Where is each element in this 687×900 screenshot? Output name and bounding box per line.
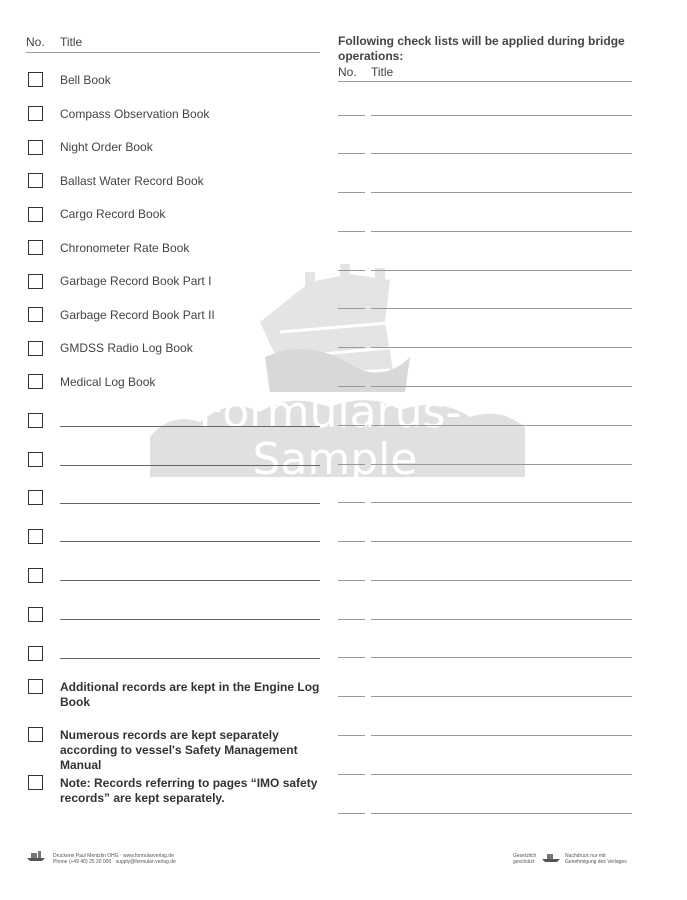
right-no-line[interactable] [338, 502, 365, 503]
checkbox[interactable] [28, 274, 43, 289]
right-no-line[interactable] [338, 231, 365, 232]
right-no-line[interactable] [338, 386, 365, 387]
right-title-line[interactable] [371, 231, 632, 232]
right-title-line[interactable] [371, 774, 632, 775]
right-title-line[interactable] [371, 347, 632, 348]
item-title: Compass Observation Book [60, 107, 210, 121]
right-title-line[interactable] [371, 502, 632, 503]
right-col-no-header: No. [338, 65, 357, 79]
footer-reprint-line2: Genehmigung des Verlages [565, 859, 627, 865]
right-no-line[interactable] [338, 541, 365, 542]
checkbox[interactable] [28, 207, 43, 222]
right-title-line[interactable] [371, 425, 632, 426]
right-no-line[interactable] [338, 308, 365, 309]
right-header-rule [338, 81, 632, 82]
item-title: Cargo Record Book [60, 207, 166, 221]
checkbox[interactable] [28, 341, 43, 356]
left-col-title-header: Title [60, 35, 83, 49]
item-title: GMDSS Radio Log Book [60, 341, 193, 355]
blank-entry-line[interactable] [60, 541, 320, 542]
right-no-line[interactable] [338, 425, 365, 426]
checkbox[interactable] [28, 374, 43, 389]
right-no-line[interactable] [338, 347, 365, 348]
right-title-line[interactable] [371, 813, 632, 814]
checkbox[interactable] [28, 646, 43, 661]
blank-entry-line[interactable] [60, 465, 320, 466]
item-title: Garbage Record Book Part II [60, 308, 215, 322]
right-title-line[interactable] [371, 192, 632, 193]
note-engine-log: Additional records are kept in the Engine Log Book [60, 680, 320, 709]
footer-protected-label1: Gesetzlich [513, 853, 537, 859]
checkbox[interactable] [28, 727, 43, 742]
right-title-line[interactable] [371, 464, 632, 465]
right-no-line[interactable] [338, 657, 365, 658]
right-no-line[interactable] [338, 192, 365, 193]
right-no-line[interactable] [338, 735, 365, 736]
checkbox[interactable] [28, 413, 43, 428]
right-title-line[interactable] [371, 735, 632, 736]
checkbox[interactable] [28, 529, 43, 544]
right-no-line[interactable] [338, 270, 365, 271]
blank-entry-line[interactable] [60, 426, 320, 427]
note-safety-management: Numerous records are kept separately according to vessel's Safety Management Manual [60, 728, 298, 772]
blank-entry-line[interactable] [60, 658, 320, 659]
item-title: Night Order Book [60, 140, 153, 154]
checkbox[interactable] [28, 307, 43, 322]
footer-publisher-line1: Druckerei Paul Mentzlin OHG · www.formularverlag.de [53, 853, 174, 859]
blank-entry-line[interactable] [60, 619, 320, 620]
checkbox[interactable] [28, 607, 43, 622]
right-title-line[interactable] [371, 657, 632, 658]
footer-reprint-line1: Nachdruck nur mit [565, 853, 606, 859]
right-title-line[interactable] [371, 580, 632, 581]
right-title-line[interactable] [371, 153, 632, 154]
footer-publisher-line2: Phone (+49 40) 25 20 000 · supply@formular-verlag.de [53, 859, 176, 865]
watermark-line1: Formularus- [198, 387, 462, 438]
item-title: Garbage Record Book Part I [60, 274, 212, 288]
right-no-line[interactable] [338, 115, 365, 116]
checkbox[interactable] [28, 452, 43, 467]
publisher-ship-logo-icon [26, 850, 46, 862]
left-header-rule [26, 52, 320, 53]
right-title-line[interactable] [371, 619, 632, 620]
item-title: Chronometer Rate Book [60, 241, 190, 255]
checkbox[interactable] [28, 679, 43, 694]
right-title-line[interactable] [371, 270, 632, 271]
right-heading: Following check lists will be applied during bridge operations: [338, 34, 625, 63]
right-title-line[interactable] [371, 696, 632, 697]
footer-protected-label2: geschützt [513, 859, 535, 865]
item-title: Ballast Water Record Book [60, 174, 204, 188]
right-no-line[interactable] [338, 696, 365, 697]
right-no-line[interactable] [338, 813, 365, 814]
blank-entry-line[interactable] [60, 580, 320, 581]
right-title-line[interactable] [371, 308, 632, 309]
checkbox[interactable] [28, 490, 43, 505]
right-no-line[interactable] [338, 619, 365, 620]
checkbox[interactable] [28, 173, 43, 188]
right-title-line[interactable] [371, 115, 632, 116]
right-no-line[interactable] [338, 464, 365, 465]
right-no-line[interactable] [338, 153, 365, 154]
note-imo-safety: Note: Records referring to pages “IMO safety records” are kept separately. [60, 776, 318, 805]
footer-ship-icon [541, 851, 561, 863]
right-title-line[interactable] [371, 386, 632, 387]
right-no-line[interactable] [338, 580, 365, 581]
blank-entry-line[interactable] [60, 503, 320, 504]
right-title-line[interactable] [371, 541, 632, 542]
checkbox[interactable] [28, 140, 43, 155]
checkbox[interactable] [28, 775, 43, 790]
checkbox[interactable] [28, 568, 43, 583]
checkbox[interactable] [28, 106, 43, 121]
checkbox[interactable] [28, 72, 43, 87]
item-title: Bell Book [60, 73, 111, 87]
right-no-line[interactable] [338, 774, 365, 775]
left-col-no-header: No. [26, 35, 45, 49]
watermark-line2: Sample [252, 434, 418, 485]
right-col-title-header: Title [371, 65, 394, 79]
item-title: Medical Log Book [60, 375, 156, 389]
checkbox[interactable] [28, 240, 43, 255]
